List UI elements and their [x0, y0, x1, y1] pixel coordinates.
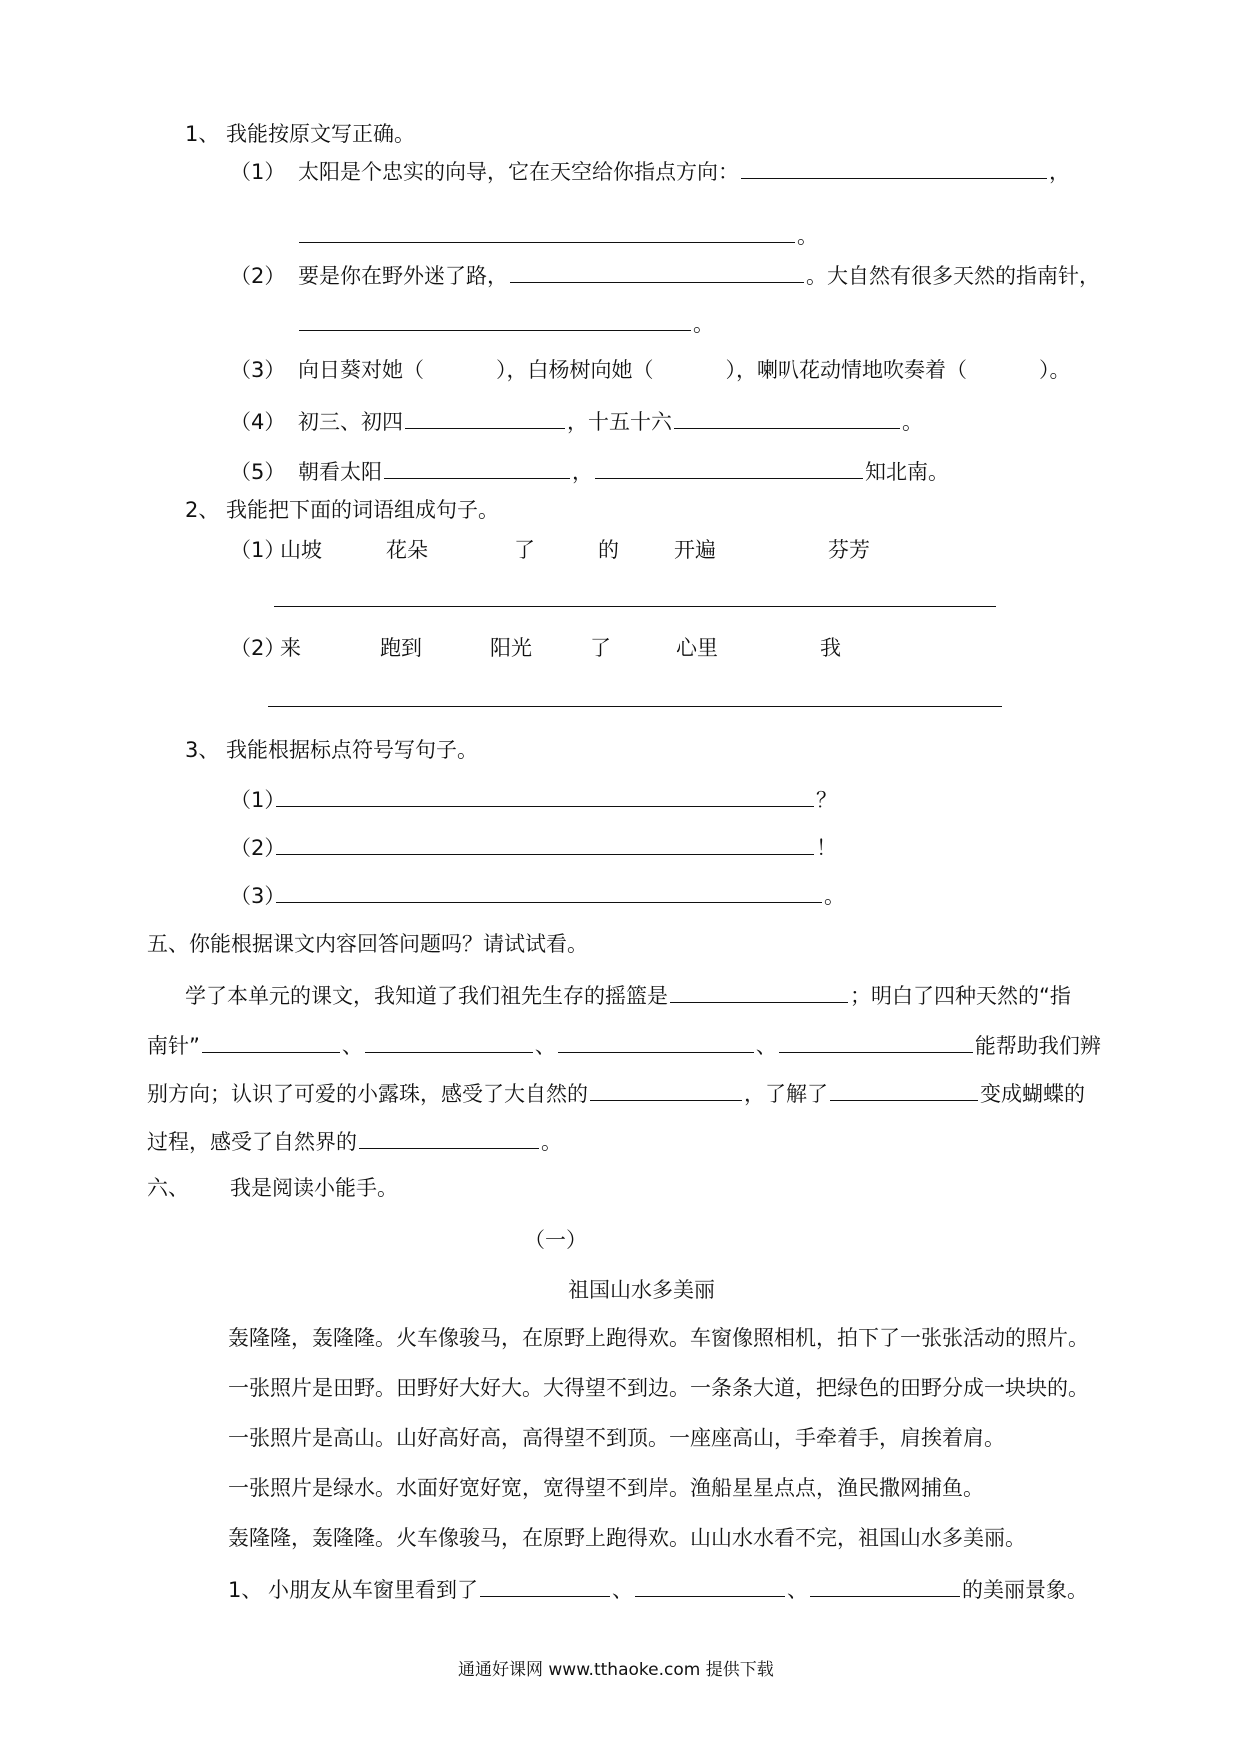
answer-blank[interactable]: [830, 1078, 978, 1101]
item-number: （3）: [230, 884, 286, 908]
section-five-line-3: 别方向；认识了可爱的小露珠，感受了大自然的 ，了解了 变成蝴蝶的: [147, 1078, 1085, 1108]
item-number: （5）: [230, 460, 286, 484]
answer-blank[interactable]: [299, 308, 691, 331]
item-text: 要是你在野外迷了路，: [298, 264, 508, 288]
punctuation: 。: [824, 884, 845, 908]
word: 了: [590, 636, 611, 660]
item-text: 向日葵对她（: [298, 358, 424, 382]
item-number: （2）: [230, 836, 286, 860]
item-text: 。大自然有很多天然的指南针，: [806, 264, 1100, 288]
answer-blank[interactable]: [276, 832, 814, 855]
q1-item-1-line2: [297, 220, 818, 250]
reading-title: 祖国山水多美丽: [568, 1278, 715, 1302]
answer-blank[interactable]: [384, 456, 570, 479]
answer-line[interactable]: [268, 706, 1002, 707]
q2-heading: 2、 我能把下面的词语组成句子。: [185, 498, 500, 522]
answer-blank[interactable]: [480, 1574, 610, 1597]
item-text: ，: [572, 460, 593, 484]
section-five-line-4: 过程，感受了自然界的 。: [147, 1126, 562, 1156]
section-six-heading: 我是阅读小能手。: [230, 1176, 398, 1200]
q3-item-1: [230, 784, 837, 814]
item-text: ）。: [1039, 358, 1071, 382]
q1-item-2-line2: [297, 308, 714, 338]
reading-paragraph: 轰隆隆，轰隆隆。火车像骏马，在原野上跑得欢。山山水水看不完，祖国山水多美丽。: [228, 1526, 1026, 1550]
answer-blank[interactable]: [405, 406, 565, 429]
section-five-heading: 五、你能根据课文内容回答问题吗？请试试看。: [147, 932, 588, 956]
item-number: 1、: [228, 1578, 263, 1602]
reading-paragraph: 一张照片是绿水。水面好宽好宽，宽得望不到岸。渔船星星点点，渔民撒网捕鱼。: [228, 1476, 984, 1500]
item-text: 。: [902, 410, 923, 434]
word: 了: [514, 538, 535, 562]
item-number: （3）: [230, 358, 286, 382]
answer-blank[interactable]: [558, 1030, 754, 1053]
word: 山坡: [280, 538, 322, 562]
answer-line[interactable]: [274, 606, 996, 607]
punctuation: ！: [816, 836, 837, 860]
item-number: （4）: [230, 410, 286, 434]
reading-paragraph: 一张照片是高山。山好高好高，高得望不到顶。一座座高山，手牵着手，肩挨着肩。: [228, 1426, 1005, 1450]
item-text: 知北南。: [865, 460, 949, 484]
q1-item-5: [230, 456, 949, 486]
item-text: 。: [797, 224, 818, 248]
q2-item-1-number: （1）: [230, 538, 286, 562]
word: 心里: [676, 636, 718, 660]
item-text: ），喇叭花动情地吹奏着（: [725, 358, 967, 382]
footer-source: 通通好课网 www.tthaoke.com 提供下载: [458, 1660, 774, 1680]
reading-part-number: （一）: [524, 1228, 587, 1252]
item-text: 初三、初四: [298, 410, 403, 434]
answer-blank[interactable]: [595, 456, 863, 479]
q2-item-2-number: （2）: [230, 636, 286, 660]
answer-blank[interactable]: [670, 980, 848, 1003]
word: 我: [820, 636, 841, 660]
item-number: （1）: [230, 160, 286, 184]
reading-paragraph: 一张照片是田野。田野好大好大。大得望不到边。一条条大道，把绿色的田野分成一块块的。: [228, 1376, 1089, 1400]
q1-heading: 1、 我能按原文写正确。: [185, 122, 416, 146]
word: 芬芳: [828, 538, 870, 562]
item-text: 太阳是个忠实的向导，它在天空给你指点方向：: [298, 160, 739, 184]
q1-item-2: [230, 260, 1100, 290]
word: 跑到: [380, 636, 422, 660]
q1-item-3: [230, 356, 1071, 384]
word: 花朵: [386, 538, 428, 562]
q1-item-1: [230, 156, 1070, 186]
q3-item-2: [230, 832, 837, 862]
item-text: ，: [1049, 160, 1070, 184]
answer-blank[interactable]: [635, 1574, 785, 1597]
answer-blank[interactable]: [365, 1030, 533, 1053]
answer-blank[interactable]: [510, 260, 804, 283]
section-five-line-1: 学了本单元的课文，我知道了我们祖先生存的摇篮是 ；明白了四种天然的“指: [185, 980, 1071, 1010]
answer-blank[interactable]: [299, 220, 795, 243]
section-six-number: 六、: [147, 1176, 189, 1200]
q3-heading: 3、 我能根据标点符号写句子。: [185, 738, 479, 762]
section-five-line-2: 南针” 、 、 、 能帮助我们辨: [147, 1030, 1101, 1060]
item-number: （2）: [230, 264, 286, 288]
answer-blank[interactable]: [810, 1574, 960, 1597]
word: 开遍: [674, 538, 716, 562]
answer-blank[interactable]: [359, 1126, 539, 1149]
answer-blank[interactable]: [741, 156, 1047, 179]
word: 的: [598, 538, 619, 562]
item-text: 朝看太阳: [298, 460, 382, 484]
q1-item-4: [230, 406, 923, 436]
answer-blank[interactable]: [202, 1030, 340, 1053]
answer-blank[interactable]: [779, 1030, 973, 1053]
answer-blank[interactable]: [276, 880, 822, 903]
q3-item-3: [230, 880, 845, 910]
word: 来: [280, 636, 301, 660]
reading-paragraph: 轰隆隆，轰隆隆。火车像骏马，在原野上跑得欢。车窗像照相机，拍下了一张张活动的照片。: [228, 1326, 1089, 1350]
item-number: （1）: [230, 788, 286, 812]
answer-blank[interactable]: [590, 1078, 742, 1101]
item-text: ），白杨树向她（: [496, 358, 654, 382]
punctuation: ？: [816, 788, 837, 812]
item-text: ，十五十六: [567, 410, 672, 434]
answer-blank[interactable]: [276, 784, 814, 807]
answer-blank[interactable]: [674, 406, 900, 429]
word: 阳光: [490, 636, 532, 660]
item-text: 。: [693, 312, 714, 336]
reading-question-1: 1、 小朋友从车窗里看到了 、 、 的美丽景象。: [228, 1574, 1088, 1604]
